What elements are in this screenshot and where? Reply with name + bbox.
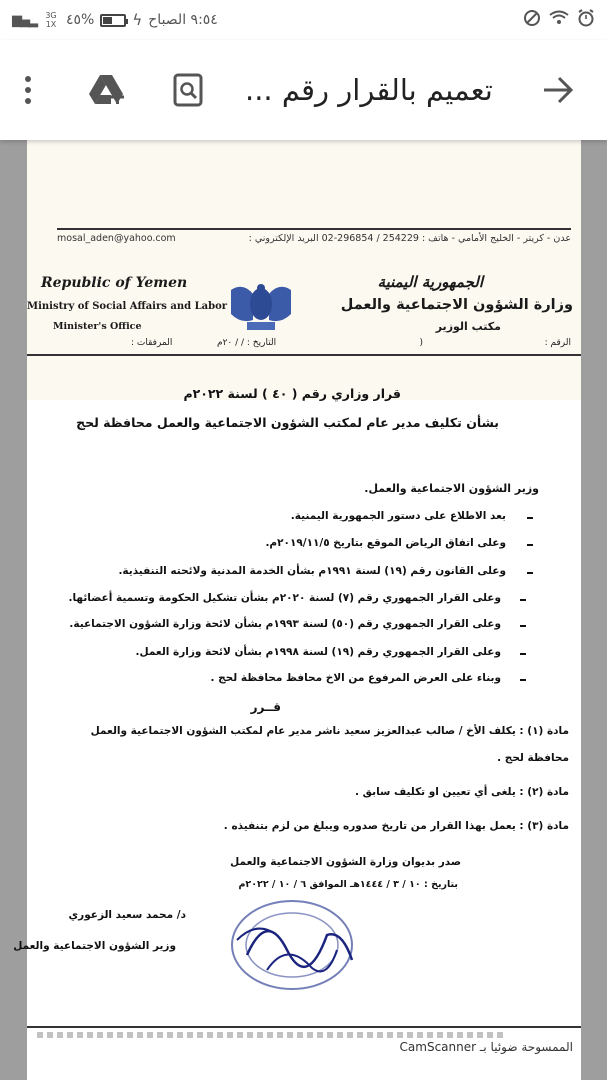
issued-line: صدر بديوان وزارة الشؤون الاجتماعية والعمل <box>230 856 461 868</box>
letterhead-divider <box>27 354 581 356</box>
charging-icon: ϟ <box>132 11 143 29</box>
decree-subject: بشأن تكليف مدير عام لمكتب الشؤون الاجتماعية والعمل محافظة لحج <box>76 415 499 430</box>
minister-line: وزير الشؤون الاجتماعية والعمل. <box>364 482 539 495</box>
article-3: مادة (٣) : يعمل بهذا القرار من تاريخ صدوره ويبلغ من لزم بتنفيذه . <box>223 820 569 832</box>
bottom-footer-smudge <box>37 1032 507 1038</box>
document-page <box>13 260 581 1080</box>
preamble-item: وعلى اتفاق الرياض الموقع بتاريخ ٢٠١٩/١١/٥م. <box>265 537 506 549</box>
bullet <box>520 653 526 655</box>
wifi-icon <box>549 10 569 30</box>
signal-icon: ▂▄▆ <box>12 12 36 28</box>
footer-email: mosal_aden@yahoo.com <box>57 233 176 244</box>
camscanner-watermark: الممسوحة ضوئيا بـ CamScanner <box>399 1040 573 1054</box>
bullet <box>527 517 533 519</box>
battery-icon <box>100 14 126 27</box>
letterhead-attachments: المرفقات : <box>131 338 173 348</box>
alarm-icon <box>577 9 595 31</box>
footer-contact: عدن - كريتر - الخليج الأمامي - هاتف : 254229 / 296854-02 البريد الإلكتروني : <box>248 233 571 244</box>
yemen-emblem-icon <box>223 280 299 334</box>
preamble-item: وعلى القانون رقم (١٩) لسنة ١٩٩١م بشأن الخدمة المدنية ولائحته التنفيذية. <box>118 565 506 577</box>
status-left <box>12 11 218 29</box>
letterhead-ref: الرقم : <box>544 338 571 348</box>
signer-title: وزير الشؤون الاجتماعية والعمل <box>13 940 176 952</box>
preamble-item: وعلى القرار الجمهوري رقم (١٩) لسنة ١٩٩٨م بشأن لائحة وزارة العمل. <box>135 646 501 658</box>
bottom-footer-divider <box>27 1026 581 1028</box>
letterhead-ar-office: مكتب الوزير <box>435 320 501 333</box>
bullet <box>520 599 526 601</box>
article-1-cont: محافظة لحج . <box>497 752 569 764</box>
bullet <box>520 679 526 681</box>
status-bar <box>0 0 607 40</box>
battery-fill <box>103 17 112 24</box>
letterhead-en-office: Minister's Office <box>53 321 142 332</box>
status-right <box>523 9 595 31</box>
footer-divider <box>57 228 571 230</box>
letterhead-ar-ministry: وزارة الشؤون الاجتماعية والعمل <box>340 297 573 313</box>
preamble-item: بعد الاطلاع على دستور الجمهورية اليمنية. <box>290 510 506 522</box>
forward-arrow-icon[interactable] <box>540 73 576 107</box>
article-1: مادة (١) : يكلف الأخ / صالب عبدالعزيز سعيد ناشر مدير عام لمكتب الشؤون الاجتماعية والعمل <box>90 725 569 737</box>
bullet <box>520 625 526 627</box>
add-to-drive-icon[interactable] <box>88 72 128 108</box>
letterhead-en-ministry: Ministry of Social Affairs and Labor <box>27 301 228 312</box>
more-vert-icon[interactable] <box>0 76 56 104</box>
dnd-icon <box>523 9 541 31</box>
letterhead-date: التاريخ : / / ٢٠م <box>217 338 277 348</box>
decree-title: قرار وزاري رقم ( ٤٠ ) لسنة ٢٠٢٢م <box>183 386 401 401</box>
document-viewer[interactable] <box>0 140 607 1080</box>
bullet <box>527 572 533 574</box>
letterhead-ref-paren: ( <box>419 338 423 348</box>
signer-name: د/ محمد سعيد الزعوري <box>68 909 186 921</box>
bullet <box>527 544 533 546</box>
decides-heading: قــرر <box>250 700 281 714</box>
page-title: تعميم بالقرار رقم ... <box>245 73 493 107</box>
previous-page-tail <box>27 140 581 260</box>
preamble-item: وبناء على العرض المرفوع من الاخ محافظ محافظة لحج . <box>210 672 501 684</box>
letterhead-en-country: Republic of Yemen <box>41 275 188 291</box>
issued-date: بتاريخ : ١٠ / ٣ / ١٤٤٤هـ الموافق ٦ / ١٠ / ٢٠٢٢م <box>238 879 458 890</box>
preamble-item: وعلى القرار الجمهوري رقم (٥٠) لسنة ١٩٩٣م بشأن لائحة وزارة الشؤون الاجتماعية. <box>69 618 501 630</box>
official-stamp-icon <box>217 890 367 1000</box>
battery-percent: %٤٥ <box>66 12 95 28</box>
app-bar <box>0 40 607 140</box>
letterhead-ar-country: الجمهورية اليمنية <box>377 273 483 291</box>
article-2: مادة (٢) : يلغى أي تعيين او تكليف سابق . <box>355 786 569 798</box>
network-type: 3G 1X <box>45 11 57 29</box>
time-text: ٩:٥٤ الصباح <box>148 12 218 28</box>
preamble-item: وعلى القرار الجمهوري رقم (٧) لسنة ٢٠٢٠م بشأن تشكيل الحكومة وتسمية أعضائها. <box>68 592 501 604</box>
find-in-page-icon[interactable] <box>172 72 204 108</box>
